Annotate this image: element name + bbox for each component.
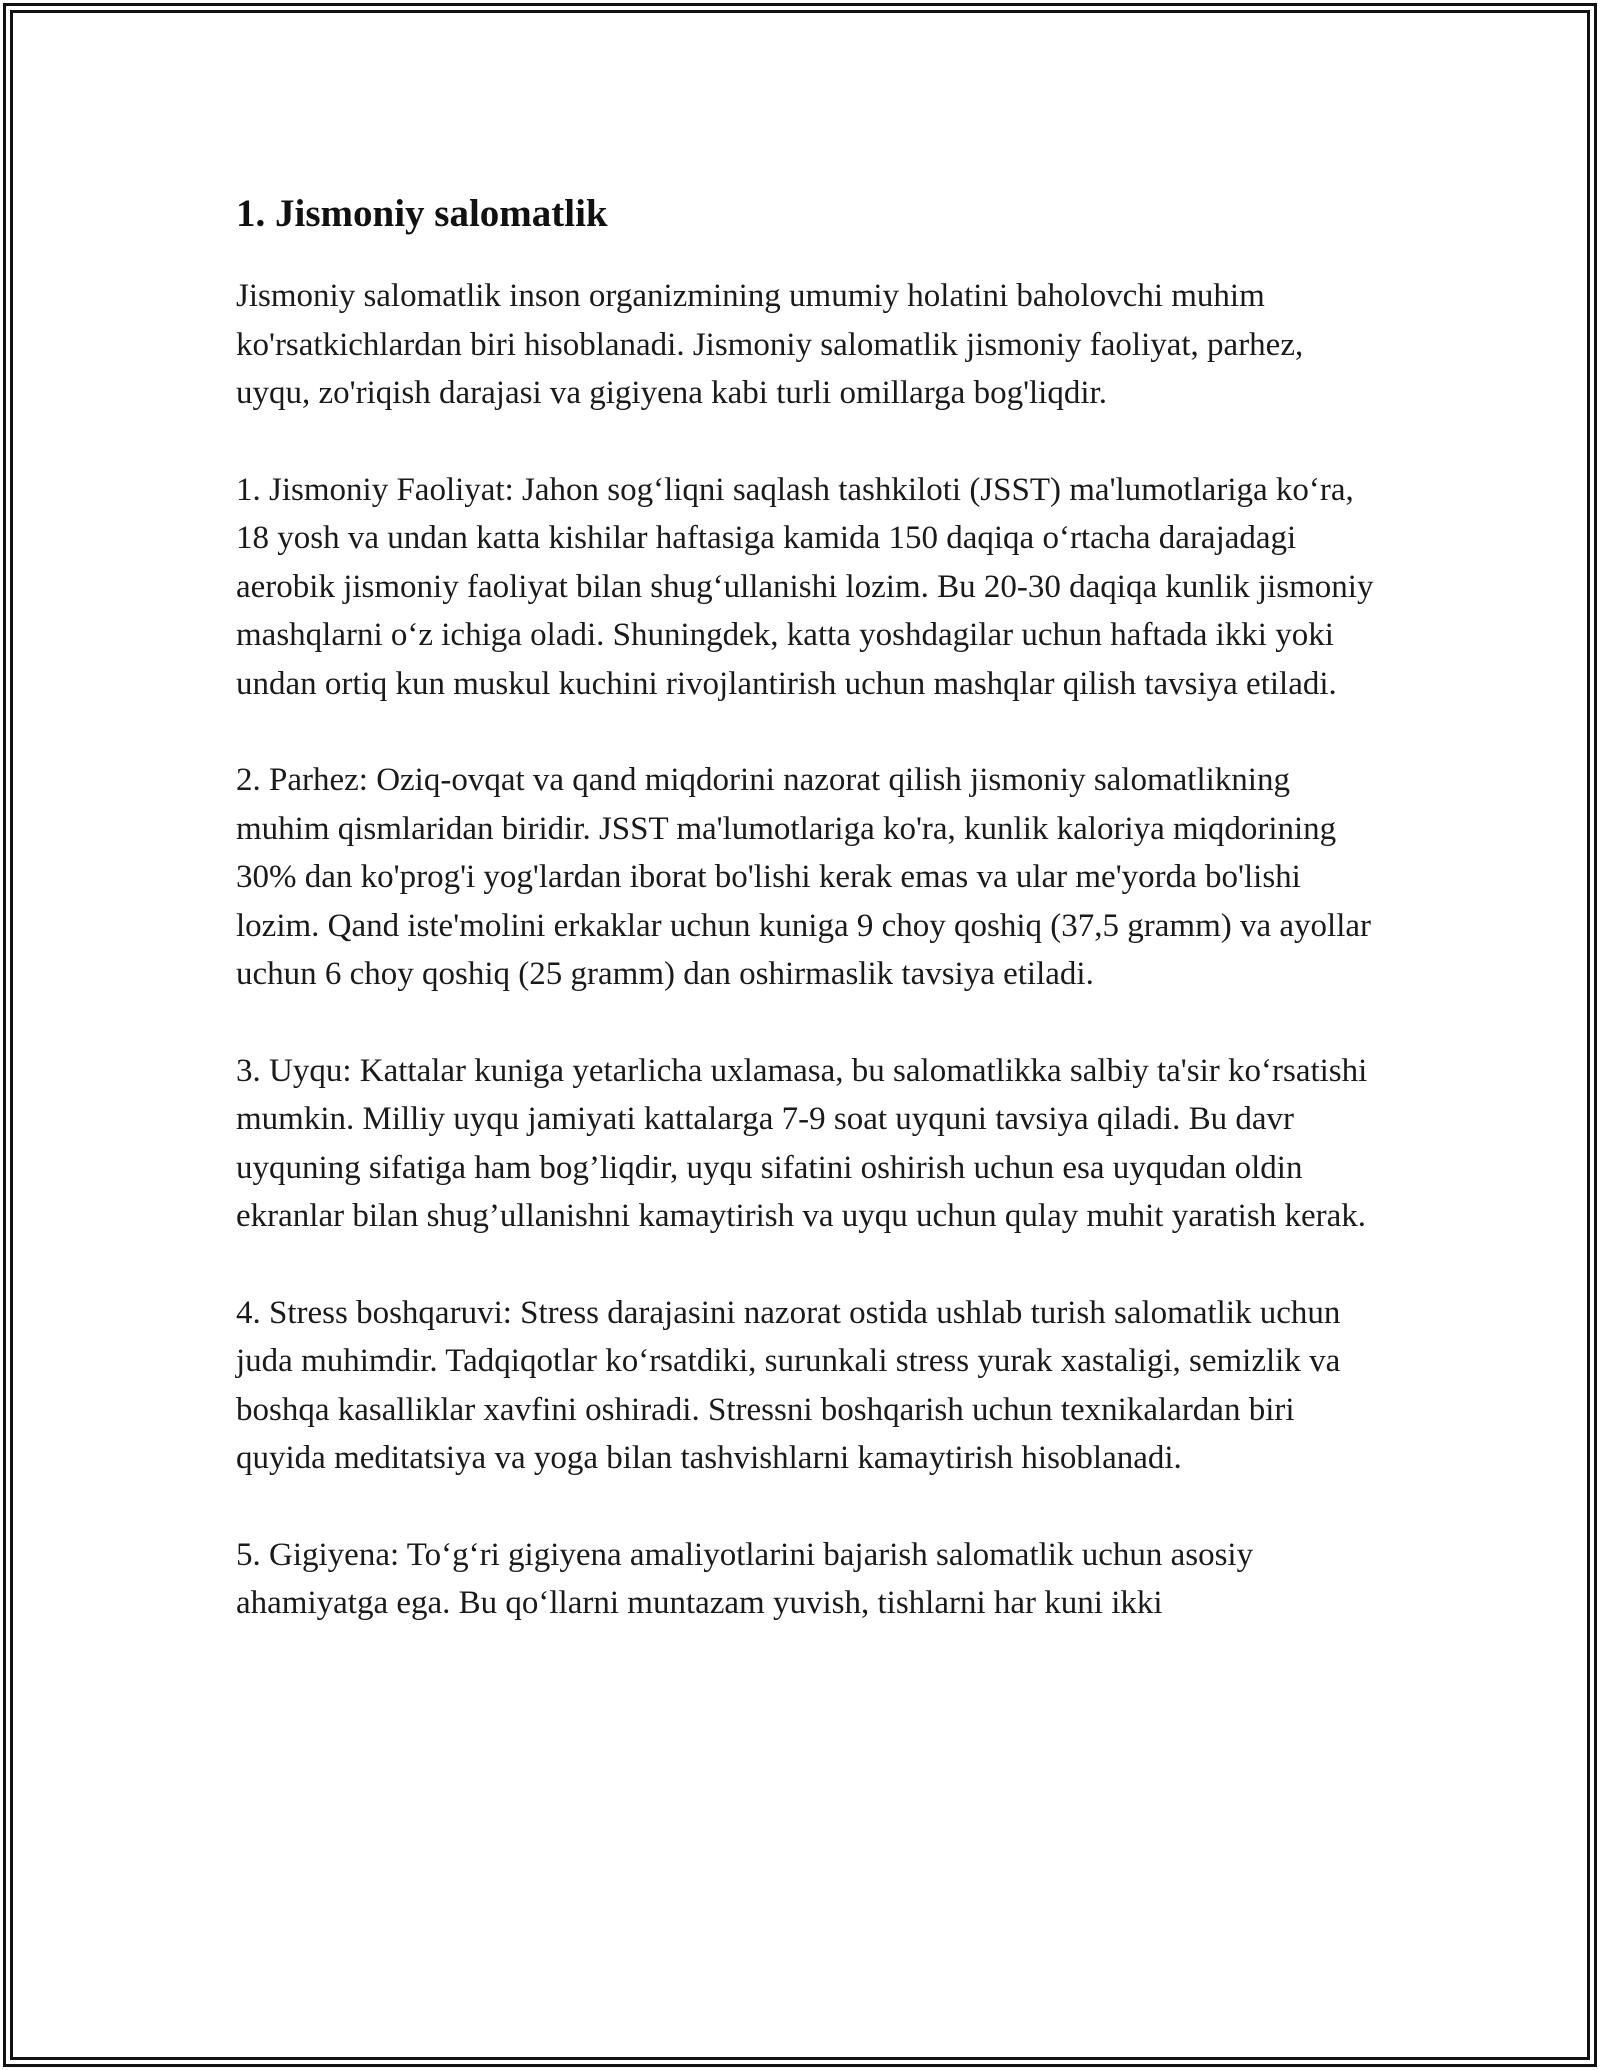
section-title: 1. Jismoniy salomatlik bbox=[236, 192, 608, 235]
hygiene-paragraph: 5. Gigiyena: To‘g‘ri gigiyena amaliyotlarini bajarish salomatlik uchun asosiy ahamiyatga ega. Bu qo‘llarni muntazam yuvish, tishlarni har kuni ikki bbox=[236, 1536, 1254, 1621]
intro-paragraph: Jismoniy salomatlik inson organizmining umumiy holatini baholovchi muhim ko'rsatkichlardan biri hisoblanadi. Jismoniy salomatlik jismoniy faoliyat, parhez, uyqu, zo'riqish darajasi va gigiyena kabi turli omillarga bog'liqdir. bbox=[236, 278, 1304, 411]
document-body bbox=[236, 186, 1376, 1676]
diet-paragraph: 2. Parhez: Oziq-ovqat va qand miqdorini nazorat qilish jismoniy salomatlikning muhim qismlaridan biridir. JSST ma'lumotlariga ko'ra, kunlik kaloriya miqdorining 30% dan ko'prog'i yog'lardan iborat bo'lishi kerak emas va ular me'yorda bo'lishi lozim. Qand iste'molini erkaklar uchun kuniga 9 choy qoshiq (37,5 gramm) va ayollar uchun 6 choy qoshiq (25 gramm) dan oshirmaslik tavsiya etiladi. bbox=[236, 762, 1372, 992]
stress-management-paragraph: 4. Stress boshqaruvi: Stress darajasini nazorat ostida ushlab turish salomatlik uchun juda muhimdir. Tadqiqotlar ko‘rsatdiki, surunkali stress yurak xastaligi, semizlik va boshqa kasalliklar xavfini oshiradi. Stressni boshqarish uchun texnikalardan biri quyida meditatsiya va yoga bilan tashvishlarni kamaytirish hisoblanadi. bbox=[236, 1294, 1341, 1476]
physical-activity-paragraph: 1. Jismoniy Faoliyat: Jahon sog‘liqni saqlash tashkiloti (JSST) ma'lumotlariga ko‘ra, 18 yosh va undan katta kishilar haftasiga kamida 150 daqiqa o‘rtacha darajadagi aerobik jismoniy faoliyat bilan shug‘ullanishi lozim. Bu 20-30 daqiqa kunlik jismoniy mashqlarni o‘z ichiga oladi. Shuningdek, katta yoshdagilar uchun haftada ikki yoki undan ortiq kun muskul kuchini rivojlantirish uchun mashqlar qilish tavsiya etiladi. bbox=[236, 471, 1374, 702]
sleep-paragraph: 3. Uyqu: Kattalar kuniga yetarlicha uxlamasa, bu salomatlikka salbiy ta'sir ko‘rsatishi mumkin. Milliy uyqu jamiyati kattalarga 7-9 soat uyquni tavsiya qiladi. Bu davr uyquning sifatiga ham bog’liqdir, uyqu sifatini oshirish uchun esa uyqudan oldin ekranlar bilan shug’ullanishni kamaytirish va uyqu uchun qulay muhit yaratish kerak. bbox=[236, 1052, 1368, 1234]
